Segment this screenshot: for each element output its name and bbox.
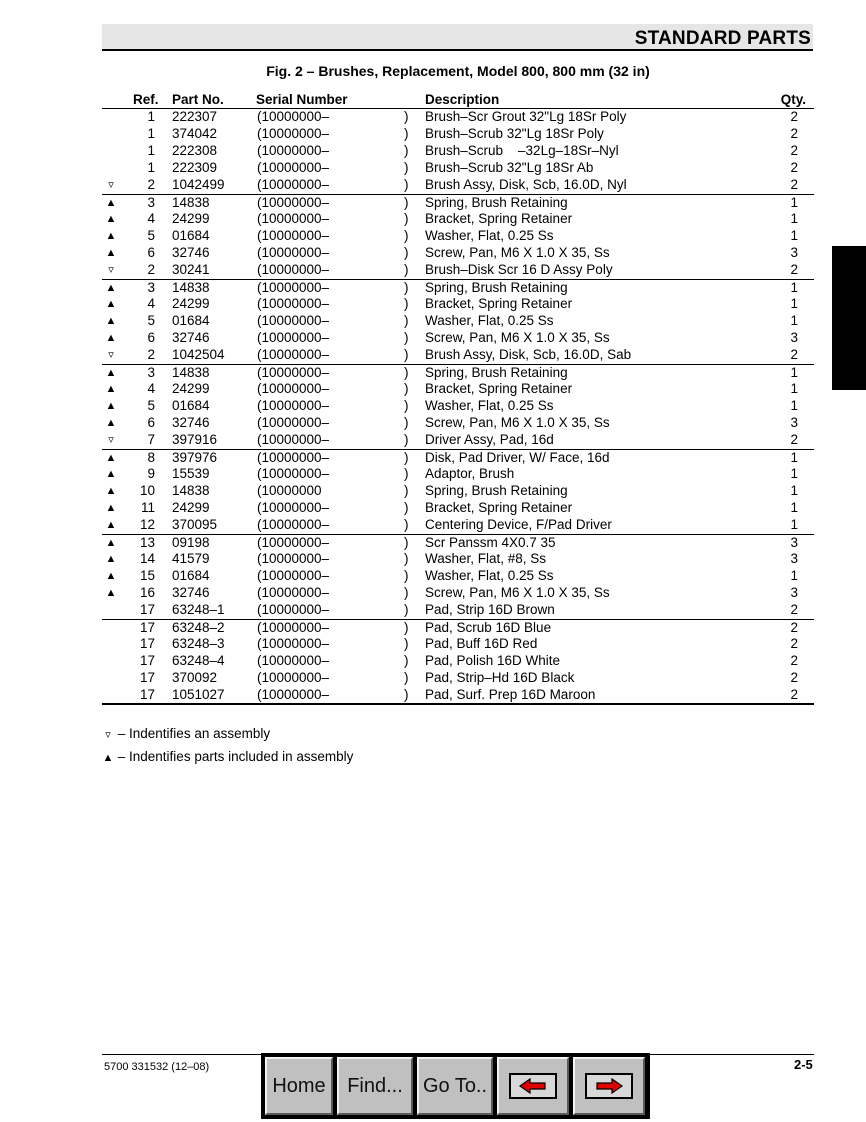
description-cell: Spring, Brush Retaining — [425, 280, 568, 295]
ref-cell: 12 — [139, 517, 155, 532]
ref-cell: 3 — [147, 365, 155, 380]
part-number-cell: 24299 — [172, 381, 210, 396]
qty-cell: 2 — [790, 670, 798, 685]
serial-number-cell: (10000000– — [257, 143, 330, 158]
ref-cell: 17 — [139, 687, 155, 702]
ref-cell: 13 — [139, 535, 155, 550]
serial-close-paren: ) — [404, 535, 409, 550]
description-cell: Washer, Flat, 0.25 Ss — [425, 568, 554, 583]
qty-cell: 2 — [790, 177, 798, 192]
home-button[interactable]: Home — [265, 1057, 333, 1115]
description-cell: Spring, Brush Retaining — [425, 365, 568, 380]
serial-close-paren: ) — [404, 551, 409, 566]
serial-number-cell: (10000000– — [257, 280, 330, 295]
table-row — [102, 296, 814, 313]
parts-table — [102, 109, 814, 704]
qty-cell: 1 — [790, 500, 798, 515]
included-symbol: ▲ — [105, 383, 117, 395]
qty-cell: 2 — [790, 262, 798, 277]
serial-number-cell: (10000000– — [257, 415, 330, 430]
ref-cell: 6 — [147, 245, 155, 260]
qty-cell: 2 — [790, 143, 798, 158]
ref-cell: 1 — [147, 126, 155, 141]
qty-cell: 1 — [790, 450, 798, 465]
ref-cell: 6 — [147, 415, 155, 430]
ref-cell: 9 — [147, 466, 155, 481]
description-cell: Pad, Strip–Hd 16D Black — [425, 670, 575, 685]
description-cell: Spring, Brush Retaining — [425, 195, 568, 210]
legend-included — [102, 749, 353, 764]
serial-number-cell: (10000000– — [257, 195, 330, 210]
serial-number-cell: (10000000– — [257, 262, 330, 277]
part-number-cell: 14838 — [172, 195, 210, 210]
qty-cell: 1 — [790, 517, 798, 532]
serial-close-paren: ) — [404, 670, 409, 685]
part-number-cell: 32746 — [172, 585, 210, 600]
description-cell: Bracket, Spring Retainer — [425, 211, 573, 226]
serial-number-cell: (10000000– — [257, 670, 330, 685]
figure-title: Fig. 2 – Brushes, Replacement, Model 800, 800 mm (32 in) — [266, 63, 650, 79]
table-row — [102, 466, 814, 483]
description-cell: Pad, Buff 16D Red — [425, 636, 538, 651]
table-row — [102, 534, 814, 551]
serial-close-paren: ) — [404, 483, 409, 498]
serial-number-cell: (10000000– — [257, 313, 330, 328]
included-symbol: ▲ — [102, 752, 114, 764]
figure-title-wrap — [0, 63, 866, 79]
qty-cell: 1 — [790, 483, 798, 498]
qty-cell: 2 — [790, 602, 798, 617]
previous-page-button[interactable] — [497, 1057, 569, 1115]
ref-cell: 4 — [147, 381, 155, 396]
assembly-symbol: ▿ — [108, 349, 114, 361]
col-description-header: Description — [425, 92, 500, 107]
table-row — [102, 160, 814, 177]
part-number-cell: 63248–1 — [172, 602, 225, 617]
serial-number-cell: (10000000– — [257, 620, 330, 635]
serial-close-paren: ) — [404, 620, 409, 635]
table-row — [102, 653, 814, 670]
included-symbol: ▲ — [105, 213, 117, 225]
serial-number-cell: (10000000– — [257, 330, 330, 345]
ref-cell: 3 — [147, 195, 155, 210]
table-row — [102, 500, 814, 517]
table-row — [102, 126, 814, 143]
qty-cell: 3 — [790, 551, 798, 566]
qty-cell: 1 — [790, 228, 798, 243]
part-number-cell: 63248–3 — [172, 636, 225, 651]
included-symbol: ▲ — [105, 468, 117, 480]
table-row — [102, 347, 814, 364]
serial-close-paren: ) — [404, 636, 409, 651]
qty-cell: 2 — [790, 432, 798, 447]
ref-cell: 5 — [147, 398, 155, 413]
navigation-bar — [261, 1053, 650, 1119]
serial-close-paren: ) — [404, 517, 409, 532]
part-number-cell: 15539 — [172, 466, 210, 481]
table-row — [102, 432, 814, 449]
serial-number-cell: (10000000– — [257, 602, 330, 617]
description-cell: Screw, Pan, M6 X 1.0 X 35, Ss — [425, 585, 610, 600]
description-cell: Brush Assy, Disk, Scb, 16.0D, Sab — [425, 347, 632, 362]
qty-cell: 1 — [790, 568, 798, 583]
description-cell: Washer, Flat, 0.25 Ss — [425, 313, 554, 328]
serial-close-paren: ) — [404, 330, 409, 345]
qty-cell: 2 — [790, 636, 798, 651]
qty-cell: 1 — [790, 280, 798, 295]
table-row — [102, 177, 814, 194]
part-number-cell: 63248–4 — [172, 653, 225, 668]
serial-number-cell: (10000000– — [257, 535, 330, 550]
ref-cell: 4 — [147, 211, 155, 226]
part-number-cell: 01684 — [172, 568, 210, 583]
part-number-cell: 01684 — [172, 398, 210, 413]
document-number: 5700 331532 (12–08) — [104, 1061, 210, 1073]
included-symbol: ▲ — [105, 400, 117, 412]
ref-cell: 1 — [147, 160, 155, 175]
included-symbol: ▲ — [105, 537, 117, 549]
description-cell: Washer, Flat, 0.25 Ss — [425, 398, 554, 413]
part-number-cell: 374042 — [172, 126, 218, 141]
serial-close-paren: ) — [404, 450, 409, 465]
serial-number-cell: (10000000– — [257, 228, 330, 243]
serial-close-paren: ) — [404, 466, 409, 481]
legend-assembly — [102, 726, 270, 741]
included-symbol: ▲ — [105, 197, 117, 209]
serial-close-paren: ) — [404, 160, 409, 175]
included-symbol: ▲ — [105, 587, 117, 599]
serial-close-paren: ) — [404, 126, 409, 141]
table-row — [102, 670, 814, 687]
table-row — [102, 636, 814, 653]
part-number-cell: 01684 — [172, 313, 210, 328]
part-number-cell: 24299 — [172, 296, 210, 311]
description-cell: Bracket, Spring Retainer — [425, 296, 573, 311]
table-row — [102, 364, 814, 381]
included-symbol: ▲ — [105, 282, 117, 294]
table-row — [102, 143, 814, 160]
description-cell: Driver Assy, Pad, 16d — [425, 432, 554, 447]
serial-number-cell: (10000000– — [257, 687, 330, 702]
description-cell: Scr Panssm 4X0.7 35 — [425, 535, 556, 550]
part-number-cell: 24299 — [172, 211, 210, 226]
serial-number-cell: (10000000– — [257, 381, 330, 396]
part-number-cell: 30241 — [172, 262, 210, 277]
serial-close-paren: ) — [404, 365, 409, 380]
ref-cell: 11 — [140, 500, 155, 515]
col-serial-header: Serial Number — [256, 92, 348, 107]
qty-cell: 3 — [790, 415, 798, 430]
ref-cell: 7 — [147, 432, 155, 447]
included-symbol: ▲ — [105, 247, 117, 259]
part-number-cell: 1042504 — [172, 347, 225, 362]
part-number-cell: 370092 — [172, 670, 218, 685]
table-row — [102, 483, 814, 500]
qty-cell: 3 — [790, 585, 798, 600]
ref-cell: 6 — [147, 330, 155, 345]
included-symbol: ▲ — [105, 570, 117, 582]
part-number-cell: 370095 — [172, 517, 218, 532]
serial-close-paren: ) — [404, 687, 409, 702]
included-symbol: ▲ — [105, 417, 117, 429]
included-symbol: ▲ — [105, 519, 117, 531]
part-number-cell: 01684 — [172, 228, 210, 243]
part-number-cell: 1051027 — [172, 687, 225, 702]
col-ref-header: Ref. — [133, 92, 159, 107]
ref-cell: 17 — [139, 653, 155, 668]
ref-cell: 2 — [147, 347, 155, 362]
qty-cell: 1 — [790, 211, 798, 226]
serial-number-cell: (10000000– — [257, 296, 330, 311]
serial-close-paren: ) — [404, 177, 409, 192]
table-row — [102, 619, 814, 636]
part-number-cell: 32746 — [172, 415, 210, 430]
serial-close-paren: ) — [404, 228, 409, 243]
part-number-cell: 32746 — [172, 245, 210, 260]
ref-cell: 2 — [147, 262, 155, 277]
page-title: STANDARD PARTS — [634, 28, 811, 49]
part-number-cell: 222309 — [172, 160, 218, 175]
serial-close-paren: ) — [404, 585, 409, 600]
included-symbol: ▲ — [105, 332, 117, 344]
table-row — [102, 551, 814, 568]
description-cell: Pad, Polish 16D White — [425, 653, 561, 668]
table-row — [102, 245, 814, 262]
table-row — [102, 313, 814, 330]
included-symbol: ▲ — [105, 553, 117, 565]
part-number-cell: 09198 — [172, 535, 210, 550]
table-row — [102, 279, 814, 296]
description-cell: Brush–Scr Grout 32"Lg 18Sr Poly — [425, 109, 627, 124]
serial-close-paren: ) — [404, 602, 409, 617]
part-number-cell: 14838 — [172, 483, 210, 498]
serial-close-paren: ) — [404, 381, 409, 396]
qty-cell: 2 — [790, 126, 798, 141]
table-row — [102, 415, 814, 432]
serial-close-paren: ) — [404, 280, 409, 295]
table-row — [102, 381, 814, 398]
included-symbol: ▲ — [105, 230, 117, 242]
ref-cell: 2 — [147, 177, 155, 192]
serial-number-cell: (10000000– — [257, 500, 330, 515]
serial-number-cell: (10000000– — [257, 365, 330, 380]
serial-number-cell: (10000000– — [257, 160, 330, 175]
serial-close-paren: ) — [404, 245, 409, 260]
serial-number-cell: (10000000– — [257, 245, 330, 260]
col-qty-header: Qty. — [780, 92, 806, 107]
ref-cell: 4 — [147, 296, 155, 311]
assembly-symbol: ▿ — [105, 729, 111, 741]
ref-cell: 17 — [139, 602, 155, 617]
col-part-header: Part No. — [172, 92, 224, 107]
table-row — [102, 568, 814, 585]
assembly-symbol: ▿ — [108, 434, 114, 446]
serial-close-paren: ) — [404, 296, 409, 311]
part-number-cell: 63248–2 — [172, 620, 225, 635]
included-symbol: ▲ — [105, 315, 117, 327]
goto-button[interactable]: Go To.. — [417, 1057, 493, 1115]
serial-number-cell: (10000000– — [257, 517, 330, 532]
description-cell: Spring, Brush Retaining — [425, 483, 568, 498]
table-row — [102, 194, 814, 211]
serial-number-cell: (10000000– — [257, 568, 330, 583]
description-cell: Washer, Flat, #8, Ss — [425, 551, 547, 566]
ref-cell: 1 — [147, 109, 155, 124]
description-cell: Screw, Pan, M6 X 1.0 X 35, Ss — [425, 330, 610, 345]
ref-cell: 8 — [147, 450, 155, 465]
ref-cell: 17 — [139, 620, 155, 635]
description-cell: Pad, Scrub 16D Blue — [425, 620, 552, 635]
qty-cell: 1 — [790, 195, 798, 210]
right-arrow-icon — [585, 1073, 633, 1099]
ref-cell: 5 — [147, 313, 155, 328]
description-cell: Bracket, Spring Retainer — [425, 500, 573, 515]
serial-number-cell: (10000000– — [257, 347, 330, 362]
qty-cell: 2 — [790, 653, 798, 668]
header-bar — [102, 24, 813, 51]
qty-cell: 1 — [790, 466, 798, 481]
ref-cell: 1 — [147, 143, 155, 158]
ref-cell: 17 — [139, 636, 155, 651]
table-header — [102, 92, 814, 109]
ref-cell: 10 — [139, 483, 155, 498]
serial-close-paren: ) — [404, 432, 409, 447]
qty-cell: 2 — [790, 687, 798, 702]
description-cell: Brush–Disk Scr 16 D Assy Poly — [425, 262, 613, 277]
description-cell: Brush–Scrub –32Lg–18Sr–Nyl — [425, 143, 619, 158]
qty-cell: 2 — [790, 620, 798, 635]
serial-close-paren: ) — [404, 211, 409, 226]
qty-cell: 3 — [790, 245, 798, 260]
qty-cell: 3 — [790, 330, 798, 345]
part-number-cell: 14838 — [172, 280, 210, 295]
find-button[interactable]: Find... — [337, 1057, 413, 1115]
serial-number-cell: (10000000– — [257, 126, 330, 141]
included-symbol: ▲ — [105, 298, 117, 310]
table-row — [102, 211, 814, 228]
serial-close-paren: ) — [404, 500, 409, 515]
part-number-cell: 222307 — [172, 109, 218, 124]
serial-close-paren: ) — [404, 415, 409, 430]
left-arrow-icon — [509, 1073, 557, 1099]
description-cell: Disk, Pad Driver, W/ Face, 16d — [425, 450, 610, 465]
qty-cell: 2 — [790, 347, 798, 362]
qty-cell: 1 — [790, 365, 798, 380]
table-bottom-rule — [102, 703, 814, 705]
table-row — [102, 228, 814, 245]
ref-cell: 3 — [147, 280, 155, 295]
next-page-button[interactable] — [573, 1057, 645, 1115]
serial-number-cell: (10000000– — [257, 177, 330, 192]
description-cell: Brush Assy, Disk, Scb, 16.0D, Nyl — [425, 177, 627, 192]
page-number: 2-5 — [794, 1057, 813, 1072]
legend-included-text: – Indentifies parts included in assembly — [117, 749, 354, 764]
legend-assembly-text: – Indentifies an assembly — [117, 726, 271, 741]
serial-number-cell: (10000000– — [257, 551, 330, 566]
serial-number-cell: (10000000– — [257, 432, 330, 447]
description-cell: Screw, Pan, M6 X 1.0 X 35, Ss — [425, 245, 610, 260]
description-cell: Screw, Pan, M6 X 1.0 X 35, Ss — [425, 415, 610, 430]
serial-close-paren: ) — [404, 347, 409, 362]
table-row — [102, 262, 814, 279]
table-row — [102, 517, 814, 534]
description-cell: Brush–Scrub 32"Lg 18Sr Poly — [425, 126, 604, 141]
table-row — [102, 585, 814, 602]
part-number-cell: 1042499 — [172, 177, 225, 192]
serial-number-cell: (10000000– — [257, 398, 330, 413]
qty-cell: 1 — [790, 296, 798, 311]
assembly-symbol: ▿ — [108, 179, 114, 191]
part-number-cell: 222308 — [172, 143, 218, 158]
section-tab — [832, 246, 866, 390]
description-cell: Bracket, Spring Retainer — [425, 381, 573, 396]
included-symbol: ▲ — [105, 502, 117, 514]
serial-number-cell: (10000000– — [257, 211, 330, 226]
table-row — [102, 398, 814, 415]
description-cell: Adaptor, Brush — [425, 466, 515, 481]
included-symbol: ▲ — [105, 367, 117, 379]
table-row — [102, 602, 814, 619]
ref-cell: 17 — [139, 670, 155, 685]
qty-cell: 1 — [790, 398, 798, 413]
serial-close-paren: ) — [404, 109, 409, 124]
serial-number-cell: (10000000– — [257, 585, 330, 600]
table-row — [102, 109, 814, 126]
qty-cell: 2 — [790, 160, 798, 175]
serial-close-paren: ) — [404, 653, 409, 668]
serial-close-paren: ) — [404, 568, 409, 583]
ref-cell: 14 — [139, 551, 155, 566]
ref-cell: 16 — [139, 585, 155, 600]
serial-close-paren: ) — [404, 143, 409, 158]
serial-number-cell: (10000000– — [257, 466, 330, 481]
description-cell: Pad, Strip 16D Brown — [425, 602, 555, 617]
part-number-cell: 41579 — [172, 551, 210, 566]
serial-number-cell: (10000000– — [257, 653, 330, 668]
part-number-cell: 397976 — [172, 450, 218, 465]
part-number-cell: 14838 — [172, 365, 210, 380]
serial-close-paren: ) — [404, 195, 409, 210]
serial-close-paren: ) — [404, 313, 409, 328]
table-row — [102, 330, 814, 347]
serial-number-cell: (10000000– — [257, 109, 330, 124]
description-cell: Centering Device, F/Pad Driver — [425, 517, 612, 532]
included-symbol: ▲ — [105, 485, 117, 497]
part-number-cell: 24299 — [172, 500, 210, 515]
qty-cell: 3 — [790, 535, 798, 550]
description-cell: Washer, Flat, 0.25 Ss — [425, 228, 554, 243]
serial-close-paren: ) — [404, 262, 409, 277]
serial-number-cell: (10000000 — [257, 483, 322, 498]
part-number-cell: 32746 — [172, 330, 210, 345]
serial-number-cell: (10000000– — [257, 636, 330, 651]
qty-cell: 1 — [790, 313, 798, 328]
table-row — [102, 687, 814, 704]
serial-number-cell: (10000000– — [257, 450, 330, 465]
ref-cell: 5 — [147, 228, 155, 243]
part-number-cell: 397916 — [172, 432, 218, 447]
description-cell: Pad, Surf. Prep 16D Maroon — [425, 687, 596, 702]
ref-cell: 15 — [139, 568, 155, 583]
serial-close-paren: ) — [404, 398, 409, 413]
qty-cell: 2 — [790, 109, 798, 124]
included-symbol: ▲ — [105, 452, 117, 464]
table-row — [102, 449, 814, 466]
description-cell: Brush–Scrub 32"Lg 18Sr Ab — [425, 160, 594, 175]
assembly-symbol: ▿ — [108, 264, 114, 276]
qty-cell: 1 — [790, 381, 798, 396]
